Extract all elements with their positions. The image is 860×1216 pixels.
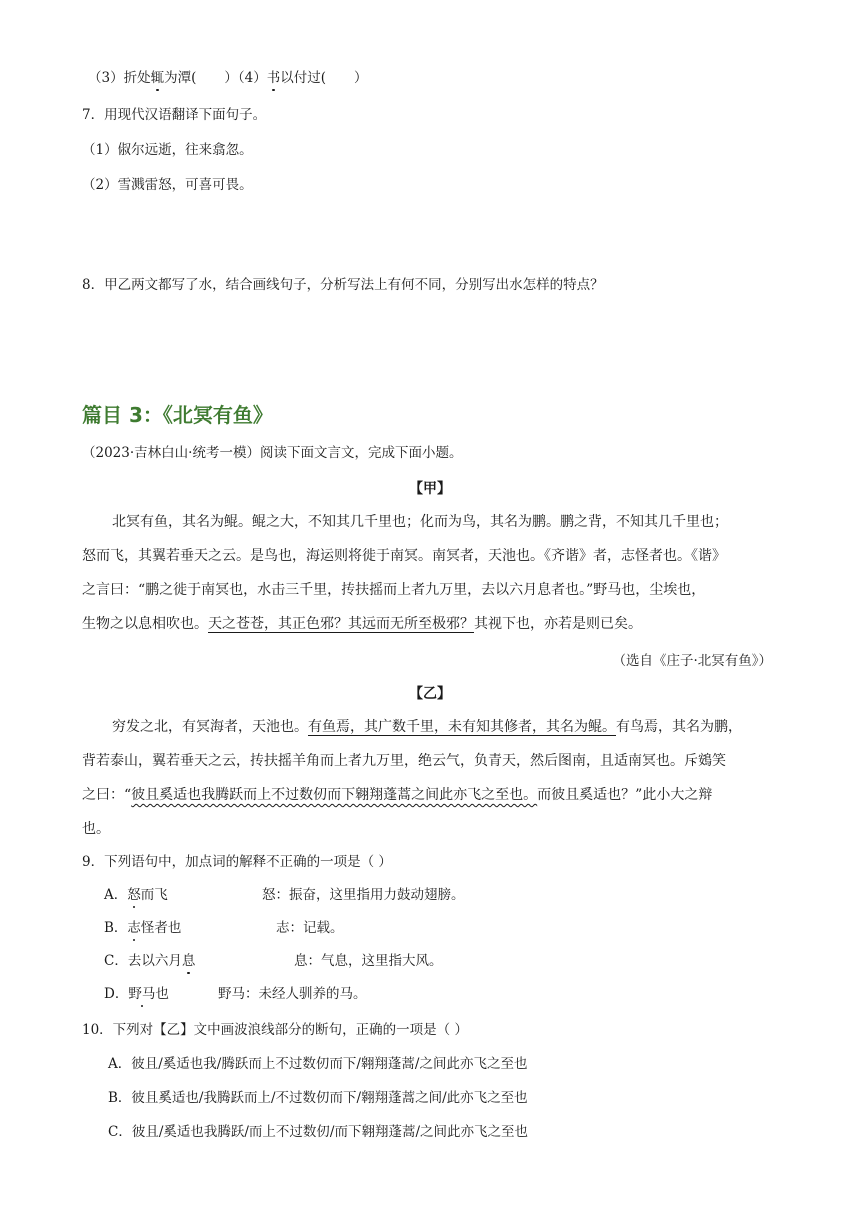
q9-option-a: A．怒而飞: [104, 887, 168, 903]
q7-stem: 7．用现代汉语翻译下面句子。: [82, 107, 267, 123]
yi-line-3: 之曰：“彼且奚适也我腾跃而上不过数仞而下翱翔蓬蒿之间此亦飞之至也。而彼且奚适也？”此小大之辩: [82, 787, 713, 803]
intro: （2023·吉林白山·统考一模）阅读下面文言文，完成下面小题。: [82, 445, 463, 461]
q6-items: （3）折处辄为潭( ）（4）书以付过( ）: [88, 70, 368, 86]
q9-option-c-explain: 息：气息，这里指大风。: [294, 953, 443, 969]
q9-stem: 9．下列语句中，加点词的解释不正确的一项是（ ）: [82, 854, 392, 870]
jia-source: （选自《庄子·北冥有鱼》）: [612, 653, 772, 669]
yi-wavy-sentence: 彼且奚适也我腾跃而上不过数仞而下翱翔蓬蒿之间此亦飞之至也。: [131, 787, 538, 803]
yi-underlined-sentence: 有鱼焉，其广数千里，未有知其修者，其名为鲲。: [308, 719, 616, 735]
q10-option-a: A．彼且/奚适也我/腾跃而上不过数仞而下/翱翔蓬蒿/之间此亦飞之至也: [108, 1056, 528, 1072]
q9-option-a-explain: 怒：振奋，这里指用力鼓动翅膀。: [262, 887, 465, 903]
q9-option-b-explain: 志：记载。: [276, 920, 344, 936]
q10-stem: 10．下列对【乙】文中画波浪线部分的断句，正确的一项是（ ）: [82, 1022, 468, 1038]
q7-sentence-1: （1）俶尔远逝，往来翕忽。: [82, 142, 253, 158]
q7-sentence-2: （2）雪溅雷怒，可喜可畏。: [82, 177, 253, 193]
yi-label: 【乙】: [409, 686, 451, 702]
jia-line-2: 怒而飞，其翼若垂天之云。是鸟也，海运则将徙于南冥。南冥者，天池也。《齐谐》者，志怪者也。《谐》: [82, 548, 726, 564]
q9-option-d-explain: 野马：未经人驯养的马。: [218, 986, 367, 1002]
jia-line-3: 之言曰：“鹏之徙于南冥也，水击三千里，抟扶摇而上者九万里，去以六月息者也。”野马也，尘埃也，: [82, 582, 706, 598]
q8-stem: 8．甲乙两文都写了水，结合画线句子，分析写法上有何不同，分别写出水怎样的特点？: [82, 277, 604, 293]
jia-underlined-sentence: 天之苍苍，其正色邪？其远而无所至极邪？: [208, 616, 474, 632]
jia-line-4: 生物之以息相吹也。天之苍苍，其正色邪？其远而无所至极邪？其视下也，亦若是则已矣。: [82, 616, 642, 632]
q10-option-c: C．彼且/奚适也我腾跃/而上不过数仞/而下翱翔蓬蒿/之间此亦飞之至也: [108, 1124, 529, 1140]
q10-option-b: B．彼且奚适也/我腾跃而上/不过数仞而下/翱翔蓬蒿之间/此亦飞之至也: [108, 1090, 528, 1106]
yi-line-2: 背若泰山，翼若垂天之云，抟扶摇羊角而上者九万里，绝云气，负青天，然后图南，且适南冥也。斥鴳笑: [82, 753, 726, 769]
jia-line-1: 北冥有鱼，其名为鲲。鲲之大，不知其几千里也；化而为鸟，其名为鹏。鹏之背，不知其几千里也；: [112, 514, 728, 530]
q9-option-d: D．野马也: [104, 986, 169, 1002]
yi-line-1: 穷发之北，有冥海者，天池也。有鱼焉，其广数千里，未有知其修者，其名为鲲。有鸟焉，其名为鹏，: [112, 719, 742, 735]
q9-option-b: B．志怪者也: [104, 920, 182, 936]
section-title: 篇目 3：《北冥有鱼》: [82, 403, 273, 427]
jia-label: 【甲】: [409, 481, 451, 497]
q9-option-c: C．去以六月息: [104, 953, 196, 969]
yi-line-4: 也。: [82, 821, 110, 837]
